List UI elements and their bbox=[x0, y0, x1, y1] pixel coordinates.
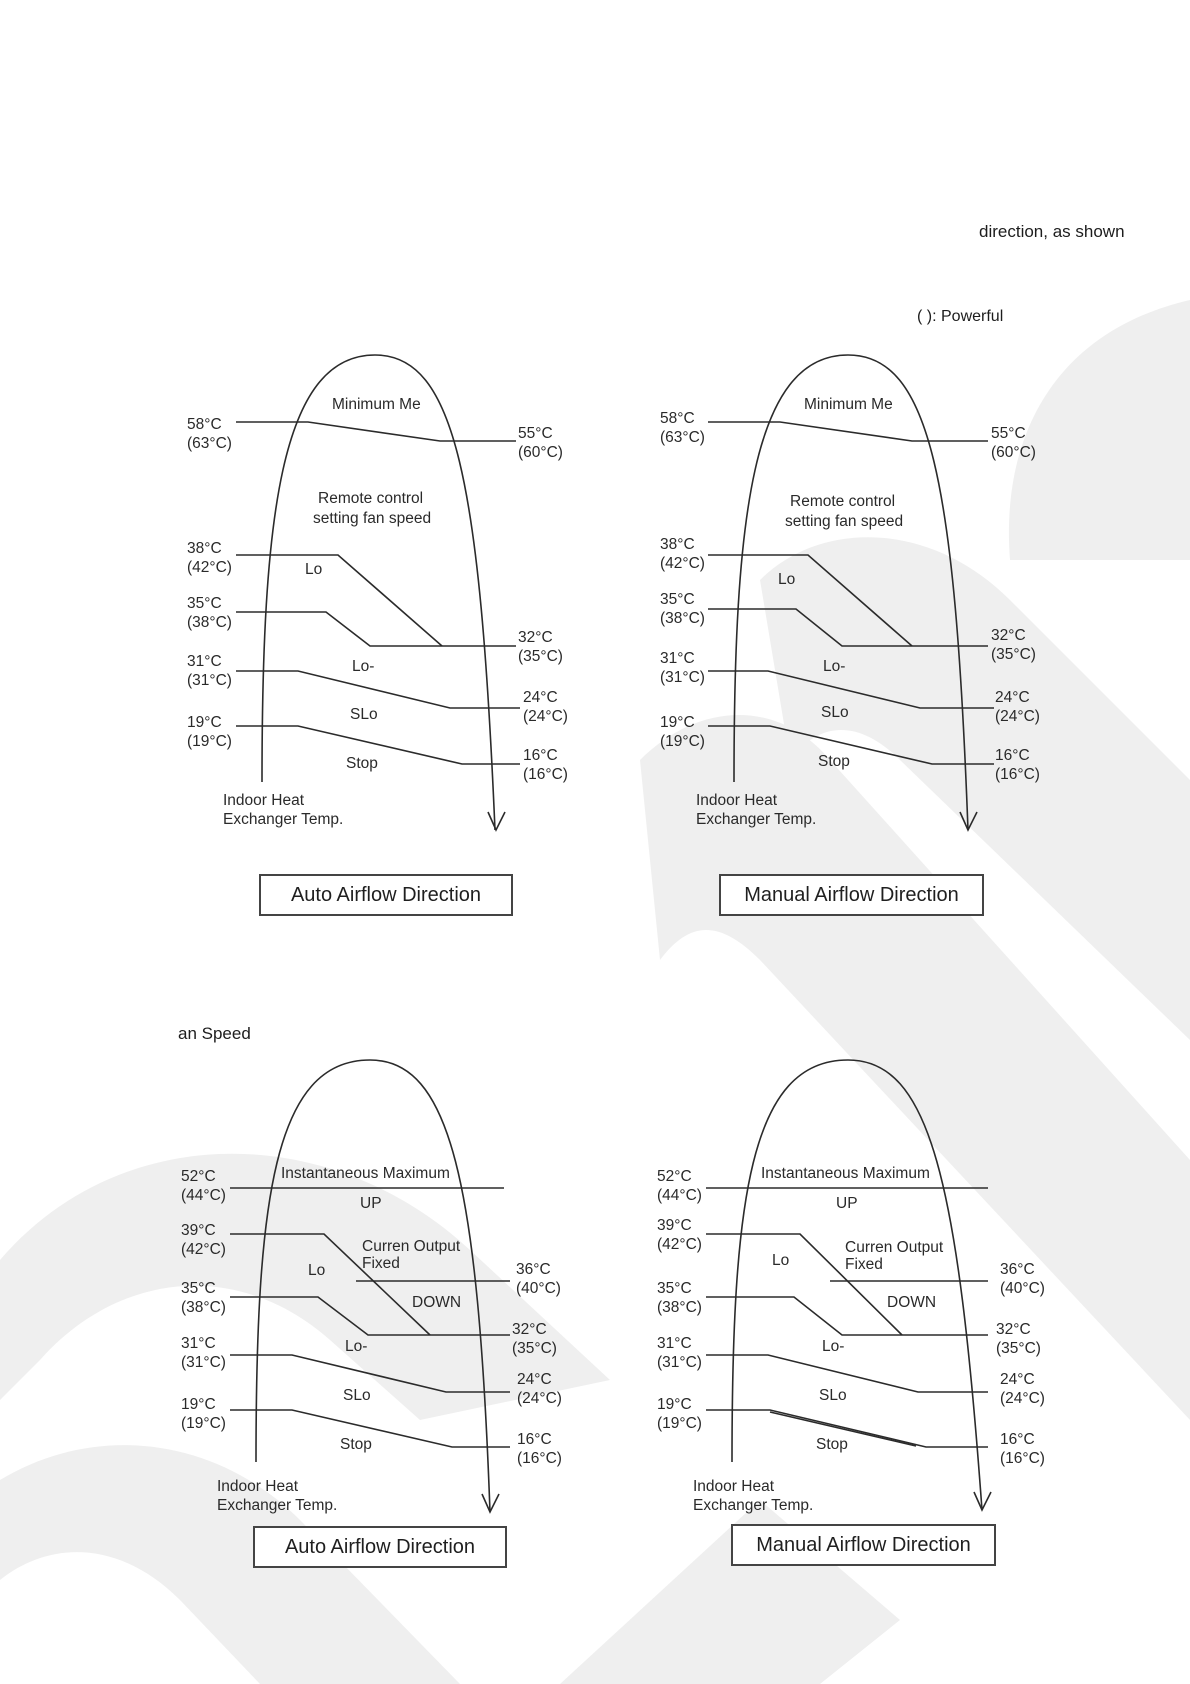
zone-minimum: Minimum Me bbox=[804, 396, 893, 413]
right-temp-16: 16°C (16°C) bbox=[995, 747, 1040, 783]
zone-remote-1: Remote control bbox=[318, 490, 424, 507]
zone-up: UP bbox=[360, 1195, 382, 1212]
left-temp-31: 31°C (31°C) bbox=[660, 650, 705, 686]
left-temp-35: 35°C (38°C) bbox=[181, 1280, 226, 1316]
left-temp-35: 35°C (38°C) bbox=[657, 1280, 702, 1316]
manual-airflow-direction-box-lower: Manual Airflow Direction bbox=[731, 1524, 996, 1566]
left-temp-31: 31°C (31°C) bbox=[657, 1335, 702, 1371]
temperature-curve bbox=[732, 1060, 982, 1510]
zone-slo: SLo bbox=[350, 706, 378, 723]
powerful-note: ( ): Powerful bbox=[917, 308, 1004, 325]
zone-stop: Stop bbox=[816, 1436, 848, 1453]
right-temp-36: 36°C (40°C) bbox=[516, 1261, 561, 1297]
left-temp-52: 52°C (44°C) bbox=[657, 1168, 702, 1204]
right-temp-32: 32°C (35°C) bbox=[512, 1321, 557, 1357]
zone-slo: SLo bbox=[821, 704, 849, 721]
zone-slo: SLo bbox=[819, 1387, 847, 1404]
left-temp-35: 35°C (38°C) bbox=[660, 591, 705, 627]
top-right-text: direction, as shown bbox=[979, 222, 1125, 241]
section-fragment: an Speed bbox=[178, 1024, 251, 1043]
right-temp-32: 32°C (35°C) bbox=[996, 1321, 1041, 1357]
right-temp-16: 16°C (16°C) bbox=[1000, 1431, 1045, 1467]
zone-remote-1: Remote control bbox=[790, 493, 896, 510]
axis-label: Indoor Heat Exchanger Temp. bbox=[696, 792, 817, 828]
left-temp-38: 38°C (42°C) bbox=[660, 536, 705, 572]
zone-lo: Lo bbox=[305, 561, 323, 578]
zone-lo: Lo bbox=[772, 1252, 790, 1269]
zone-slo: SLo bbox=[343, 1387, 371, 1404]
threshold-line-31 bbox=[706, 1355, 988, 1392]
zone-lo-minus: Lo- bbox=[823, 658, 846, 675]
zone-remote-2: setting fan speed bbox=[785, 513, 904, 530]
left-temp-19: 19°C (19°C) bbox=[660, 714, 705, 750]
right-temp-24: 24°C (24°C) bbox=[1000, 1371, 1045, 1407]
left-temp-19: 19°C (19°C) bbox=[187, 714, 232, 750]
axis-label: Indoor Heat Exchanger Temp. bbox=[693, 1478, 814, 1514]
zone-down: DOWN bbox=[412, 1294, 462, 1311]
auto-airflow-direction-box-lower: Auto Airflow Direction bbox=[253, 1526, 507, 1568]
right-temp-16: 16°C (16°C) bbox=[517, 1431, 562, 1467]
zone-stop: Stop bbox=[340, 1436, 372, 1453]
left-temp-19: 19°C (19°C) bbox=[657, 1396, 702, 1432]
left-temp-58: 58°C (63°C) bbox=[660, 410, 705, 446]
axis-label: Indoor Heat Exchanger Temp. bbox=[217, 1478, 338, 1514]
zone-instantaneous-maximum: Instantaneous Maximum bbox=[281, 1165, 450, 1182]
left-temp-58: 58°C (63°C) bbox=[187, 416, 232, 452]
right-temp-32: 32°C (35°C) bbox=[991, 627, 1036, 663]
right-temp-32: 32°C (35°C) bbox=[518, 629, 563, 665]
zone-instantaneous-maximum: Instantaneous Maximum bbox=[761, 1165, 930, 1182]
right-temp-24: 24°C (24°C) bbox=[995, 689, 1040, 725]
zone-lo: Lo bbox=[778, 571, 796, 588]
left-temp-31: 31°C (31°C) bbox=[187, 653, 232, 689]
zone-minimum: Minimum Me bbox=[332, 396, 421, 413]
auto-airflow-direction-box-upper: Auto Airflow Direction bbox=[259, 874, 513, 916]
manual-airflow-direction-box-upper: Manual Airflow Direction bbox=[719, 874, 984, 916]
right-temp-55: 55°C (60°C) bbox=[991, 425, 1036, 461]
curve-arrowhead bbox=[974, 1492, 991, 1510]
zone-down: DOWN bbox=[887, 1294, 937, 1311]
axis-label: Indoor Heat Exchanger Temp. bbox=[223, 792, 344, 828]
zone-remote-2: setting fan speed bbox=[313, 510, 432, 527]
right-temp-24: 24°C (24°C) bbox=[523, 689, 568, 725]
zone-lo-minus: Lo- bbox=[352, 658, 375, 675]
zone-current-output-2: Fixed bbox=[845, 1256, 883, 1273]
zone-lo: Lo bbox=[308, 1262, 326, 1279]
left-temp-31: 31°C (31°C) bbox=[181, 1335, 226, 1371]
left-temp-39: 39°C (42°C) bbox=[657, 1217, 702, 1253]
right-temp-36: 36°C (40°C) bbox=[1000, 1261, 1045, 1297]
right-temp-24: 24°C (24°C) bbox=[517, 1371, 562, 1407]
zone-lo-minus: Lo- bbox=[345, 1338, 368, 1355]
zone-current-output-1: Curren Output bbox=[362, 1238, 461, 1255]
threshold-line-35 bbox=[706, 1297, 988, 1335]
right-temp-16: 16°C (16°C) bbox=[523, 747, 568, 783]
zone-up: UP bbox=[836, 1195, 858, 1212]
left-temp-35: 35°C (38°C) bbox=[187, 595, 232, 631]
left-temp-52: 52°C (44°C) bbox=[181, 1168, 226, 1204]
left-temp-39: 39°C (42°C) bbox=[181, 1222, 226, 1258]
zone-lo-minus: Lo- bbox=[822, 1338, 845, 1355]
left-temp-38: 38°C (42°C) bbox=[187, 540, 232, 576]
left-temp-19: 19°C (19°C) bbox=[181, 1396, 226, 1432]
zone-stop: Stop bbox=[818, 753, 850, 770]
zone-stop: Stop bbox=[346, 755, 378, 772]
right-temp-55: 55°C (60°C) bbox=[518, 425, 563, 461]
zone-current-output-1: Curren Output bbox=[845, 1239, 944, 1256]
zone-current-output-2: Fixed bbox=[362, 1255, 400, 1272]
